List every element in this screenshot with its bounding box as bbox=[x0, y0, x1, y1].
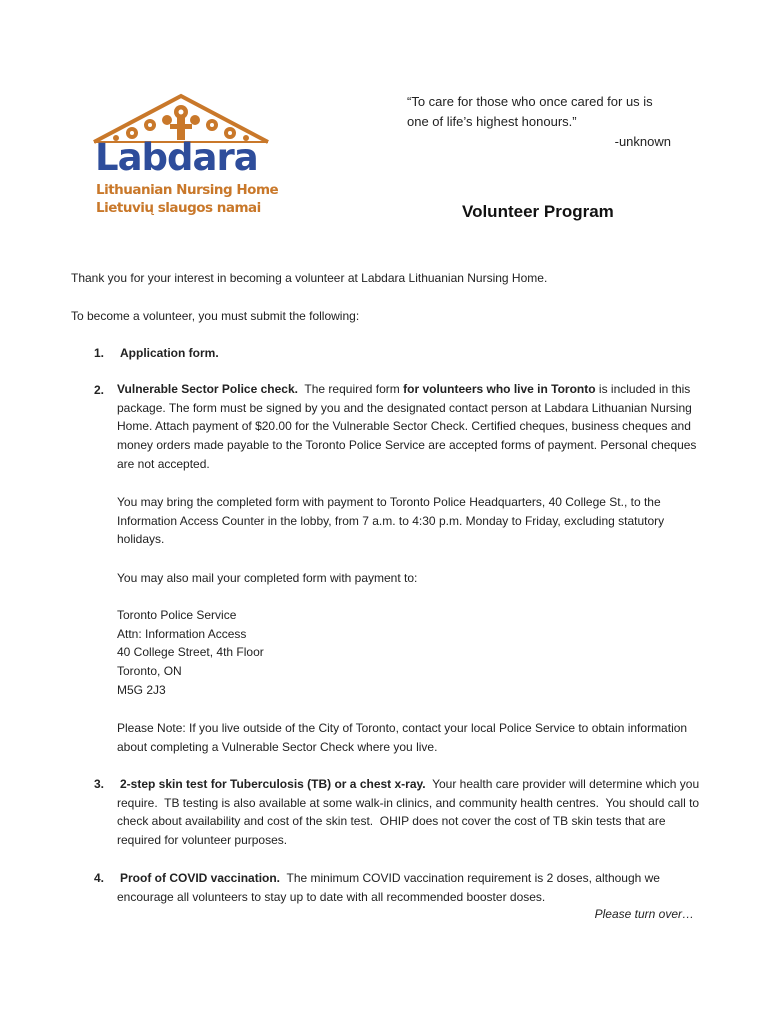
requirement-lead: To become a volunteer, you must submit the following: bbox=[71, 309, 360, 323]
item-number-3: 3. bbox=[94, 777, 105, 791]
item-3-text: Your health care provider will determine which you require. TB testing is also available at some walk-in clinics, and community health centres. You should call to check about availability and cost of the skin test. OHIP does not cover the cost of TB skin tests that are required for volunteer purposes. bbox=[117, 777, 703, 848]
logo-subtitle-english: Lithuanian Nursing Home bbox=[96, 182, 279, 198]
item-number-2: 2. bbox=[94, 383, 105, 397]
item-3-heading: 2-step skin test for Tuberculosis (TB) or a chest x-ray. bbox=[120, 777, 426, 791]
quote-author: -unknown bbox=[614, 134, 671, 149]
intro-paragraph: Thank you for your interest in becoming a volunteer at Labdara Lithuanian Nursing Home. bbox=[71, 271, 548, 285]
address-line: 40 College Street, 4th Floor bbox=[117, 645, 264, 660]
item-2-mail-paragraph: You may also mail your completed form with payment to: bbox=[117, 571, 418, 585]
item-number-1: 1. bbox=[94, 346, 105, 360]
item-2-text-a: The required form bbox=[297, 382, 404, 396]
item-1 bbox=[120, 344, 710, 363]
mailing-address bbox=[117, 606, 707, 700]
address-line: Toronto Police Service bbox=[117, 608, 237, 622]
item-2-text-c: is included in this package. The form must be signed by you and the designated contact person at Labdara Lithuanian Nursing Home. Attach payment of $20.00 for the Vulnerable Sector Check. Certified cheques, business cheques and money orders made payable to the Toronto Police Service are accepted forms of payment. Personal cheques are not accepted. bbox=[117, 382, 697, 471]
item-4-heading: Proof of COVID vaccination. bbox=[120, 871, 281, 885]
item-4 bbox=[117, 869, 707, 906]
item-2-note: Please Note: If you live outside of the City of Toronto, contact your local Police Service to obtain information about completing a Vulnerable Sector Check where you live. bbox=[117, 721, 688, 754]
address-line: Attn: Information Access bbox=[117, 626, 247, 641]
item-1-heading: Application form. bbox=[120, 346, 219, 360]
labdara-logo bbox=[92, 92, 279, 222]
address-line: Toronto, ON bbox=[117, 664, 182, 679]
logo-subtitle-lithuanian: Lietuvių slaugos namai bbox=[96, 200, 261, 216]
item-4-text: The minimum COVID vaccination requirement is 2 doses, although we encourage all volunteers to stay up to date with all recommended booster doses. bbox=[117, 871, 664, 904]
logo-name: Labdara bbox=[95, 136, 258, 179]
item-2 bbox=[117, 380, 707, 474]
address-line: M5G 2J3 bbox=[117, 682, 166, 697]
item-2-bold-phrase: for volunteers who live in Toronto bbox=[403, 382, 596, 396]
item-2-dropoff-paragraph: You may bring the completed form with payment to Toronto Police Headquarters, 40 College St., to the Information Access Counter in the lobby, from 7 a.m. to 4:30 p.m. Monday to Friday, excluding statutory holidays. bbox=[117, 495, 665, 547]
page-title: Volunteer Program bbox=[462, 202, 614, 221]
item-3 bbox=[117, 775, 707, 850]
item-number-4: 4. bbox=[94, 871, 105, 885]
quote-text: “To care for those who once cared for us is one of life’s highest honours.” bbox=[407, 94, 653, 129]
turn-over-note: Please turn over… bbox=[594, 907, 694, 921]
item-2-heading: Vulnerable Sector Police check. bbox=[117, 382, 298, 396]
